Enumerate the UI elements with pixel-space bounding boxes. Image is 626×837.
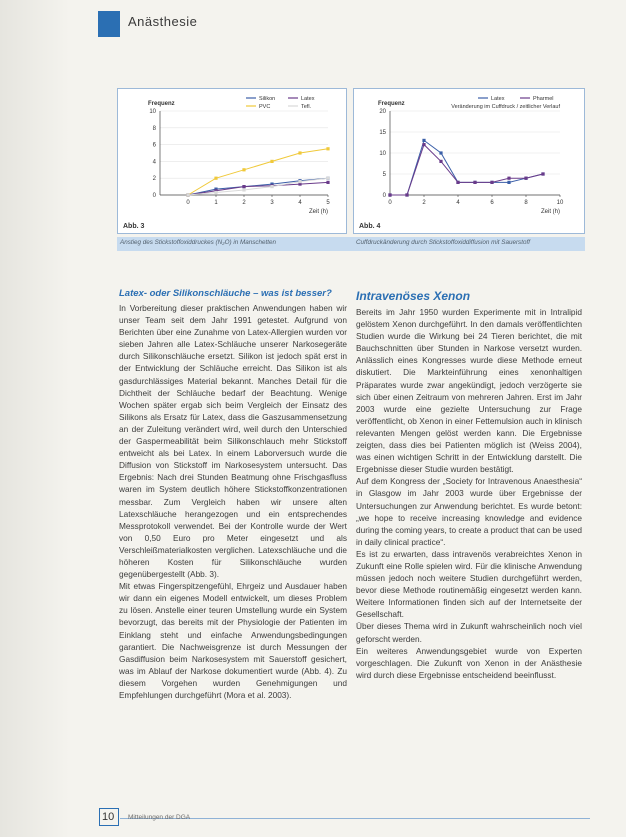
left-chart-data-point [270, 160, 273, 163]
left-chart-legend-label: Latex [301, 96, 315, 102]
right-chart-series-line [390, 140, 543, 195]
left-chart-x-tick-label: 2 [242, 200, 246, 206]
right-chart-data-point [439, 151, 442, 154]
right-chart-data-point [524, 177, 527, 180]
right-paragraph-2: Auf dem Kongress der „Society for Intravenous Anaesthesia“ in Glasgow im Jahr 2003 wurde über Ergebnisse der Untersuchungen zur Anwendung berichtet. Es wurde betont: „we hope to receive increasing knowledge and evidence during the coming years, to create a product that can be used in daily clinical practice“. [356, 476, 582, 547]
left-paragraph-2: Mit etwas Fingerspitzengefühl, Ehrgeiz und Ausdauer haben wir dann ein eigenes Modell entwickelt, um dieses Problem zu lösen. Anstelle einer teuren Umstellung wurde ein System bevorzugt, das bereits mit der Physiologie der Patienten im Einklang steht und einfache Anwendungsbedingungen garantiert. Die Nachweisgrenze ist durch Messungen der Gasdiffusion beim Narkosesystem mit Sauerstoff gesichert, was im Ablauf der Narkose dokumentiert wurde (Abb. 4). Zu diesem Vorgehen wurden Genehmigungen und Empfehlungen durchgeführt (Mora et al. 2003). [119, 581, 347, 700]
right-paragraph-4: Über dieses Thema wird in Zukunft wahrscheinlich noch viel geforscht werden. [356, 621, 582, 644]
section-title: Anästhesie [128, 14, 198, 29]
right-chart-x-tick-label: 0 [388, 200, 392, 206]
right-chart-x-tick-label: 8 [524, 200, 528, 206]
right-chart-data-point [490, 181, 493, 184]
right-chart-data-point [439, 160, 442, 163]
left-chart-y-tick-label: 10 [149, 109, 156, 115]
left-chart-data-point [298, 151, 301, 154]
right-chart-data-point [507, 181, 510, 184]
right-chart-data-point [405, 193, 408, 196]
right-chart-annotation: Veränderung im Cuffdruck / zeitlicher Verlauf [451, 104, 560, 110]
left-chart-data-point [242, 185, 245, 188]
left-column-heading: Latex- oder Silikonschläuche – was ist besser? [119, 288, 332, 299]
left-chart-legend-label: Silikon [259, 96, 276, 102]
right-paragraph-3: Es ist zu erwarten, dass intravenös verabreichtes Xenon in Zukunft eine Rolle spielen wird. Für die klinische Anwendung müssen jedoch noch weitere Studien durchgeführt werden, bevor diese Methode routinemäßig eingesetzt werden kann. Weitere Informationen finden sich auf der Internetseite der Gesellschaft. [356, 548, 582, 620]
left-chart-data-point [326, 147, 329, 150]
left-chart-x-tick-label: 0 [186, 200, 190, 206]
chart-left [118, 89, 348, 235]
right-chart-legend-label: Pharmel [533, 96, 554, 102]
left-chart-y-tick-label: 2 [152, 176, 156, 183]
figure-right-tag: Abb. 4 [359, 223, 381, 230]
left-chart-y-tick-label: 4 [152, 159, 156, 166]
left-chart-x-tick-label: 4 [298, 200, 302, 206]
page-number: 10 [102, 811, 115, 823]
right-chart-series-line [390, 145, 543, 195]
right-paragraph-5: Ein weiteres Anwendungsgebiet wurde von Experten vorgeschlagen. Die Zukunft von Xenon in der Anästhesie wird durch diese Ergebnisse entscheidend beeinflusst. [356, 645, 582, 680]
left-chart-y-label: Frequenz [148, 101, 175, 107]
right-chart-y-tick-label: 15 [379, 130, 386, 136]
figure-right [353, 88, 585, 234]
left-chart-data-point [242, 168, 245, 171]
left-chart-data-point [186, 193, 189, 196]
right-chart-x-label: Zeit (h) [540, 209, 560, 215]
chart-right [354, 89, 586, 235]
left-column-body [119, 302, 347, 701]
right-column-body [356, 306, 582, 681]
left-chart-data-point [326, 181, 329, 184]
right-chart-data-point [456, 181, 459, 184]
figure-right-caption: Cuffdruckänderung durch Stickstoffoxiddiffusion mit Sauerstoff [356, 239, 530, 246]
right-column-heading: Intravenöses Xenon [356, 289, 471, 303]
right-chart-y-tick-label: 0 [382, 193, 386, 199]
left-chart-data-point [326, 177, 329, 180]
right-chart-data-point [541, 172, 544, 175]
right-chart-data-point [422, 139, 425, 142]
right-chart-y-tick-label: 20 [379, 109, 386, 115]
left-chart-y-tick-label: 0 [152, 193, 156, 199]
left-chart-x-tick-label: 1 [214, 200, 218, 206]
left-chart-x-tick-label: 3 [270, 200, 274, 206]
left-chart-x-tick-label: 5 [326, 200, 330, 206]
left-chart-data-point [242, 188, 245, 191]
right-chart-data-point [473, 181, 476, 184]
left-chart-y-tick-label: 8 [152, 125, 156, 132]
left-paragraph-1: In Vorbereitung dieser praktischen Anwendungen haben wir unser Team seit dem Jahr 1991 getestet. Aufgrund von Berichten über eine Zunahme von Latex-Allergien wurden vor sieben Jahren alle Latex-Schläuche unserer Narkosegeräte durch Silikonschläuche ersetzt. Silikon ist jedoch spät erst in der Entwicklung der Schläuche erreicht. Das Silikon ist als gasdurchlässiges Material bekannt. Manches Detail für die Dichtheit der Schläuche bedarf der Beachtung. Wenige Wochen später ergab sich beim Vergleich der Einsatz des Silikons als Ersatz für Latex, dass die Gaszusammensetzung an der Zuleitung verändert wird, weil durch den Unterschied der Gaspermeabilität beim Silikonschlauch mehr Stickstoff entweicht als bei Latex. In einem Laborversuch wurde die Diffusion von Stickstoff im Narkosesystem untersucht. Das Ergebnis: Nach drei Stunden Beatmung ohne Frischgasfluss waren im System deutlich höhere Stickstoffkonzentrationen messbar. Zum Vergleich haben wir unsere alten Latexschläuche herangezogen und ein entsprechendes Messprotokoll verwendet. Bei der Kontrolle wurde der Wert von 0,50 Euro pro Meter eingesetzt und als Verschleißmaterialkosten verglichen. Latexschläuche und die höheren Kosten für Silikonschläuche wurden gegenübergestellt (Abb. 3). [119, 303, 347, 580]
figure-left-caption: Anstieg des Stickstoffoxiddruckes (N₂O) in Manschetten [120, 239, 277, 246]
left-chart-x-label: Zeit (h) [308, 209, 328, 215]
right-chart-legend-label: Latex [491, 96, 505, 102]
left-chart-legend-label: PVC [259, 104, 271, 110]
left-chart-data-point [214, 177, 217, 180]
right-chart-data-point [388, 193, 391, 196]
right-chart-y-label: Frequenz [378, 101, 405, 107]
left-chart-data-point [298, 180, 301, 183]
left-chart-y-tick-label: 6 [152, 142, 156, 149]
right-chart-x-tick-label: 2 [422, 200, 426, 206]
page-margin-shade [0, 0, 70, 837]
figure-left [117, 88, 347, 234]
right-chart-x-tick-label: 4 [456, 200, 460, 206]
footer-rule [120, 818, 590, 819]
right-chart-data-point [422, 143, 425, 146]
right-chart-x-tick-label: 10 [556, 200, 564, 206]
left-chart-data-point [270, 185, 273, 188]
figure-left-tag: Abb. 3 [123, 223, 145, 230]
right-chart-x-tick-label: 6 [490, 200, 494, 206]
right-paragraph-1: Bereits im Jahr 1950 wurden Experimente mit in Intralipid gelöstem Xenon durchgeführt. In den damals veröffentlichten Studien wurde die Wirkung bei 24 Tieren berichtet, die mit Bauchschnitten über Stunden in Narkose versetzt wurden. Anlässlich eines Kongresses wurde diese Methode erneut diskutiert. Die Markteinführung eines xenonhaltigen Präparates wurde zwar angekündigt, jedoch verzögerte sie sich über einen Zeitraum von mehreren Jahren. Erst im Jahr 2003 wurde eine gezielte Untersuchung zur Frage veröffentlicht, ob Xenon in einer Fettemulsion auch in klinisch relevanten Mengen gelöst werden kann. Die Ergebnisse zeigten, dass dies bei Patienten möglich ist (Weiss 2004), was einen wichtigen Schritt in der Entwicklung darstellt. Die Ergebnisse dieser Studie wurden bestätigt. [356, 307, 582, 475]
section-marker [98, 11, 120, 37]
left-chart-data-point [214, 191, 217, 194]
left-chart-legend-label: Tefl. [301, 104, 312, 110]
journal-name: Mitteilungen der DGA [128, 814, 191, 821]
right-chart-y-tick-label: 5 [382, 172, 386, 178]
right-chart-data-point [507, 177, 510, 180]
right-chart-y-tick-label: 10 [379, 151, 386, 157]
